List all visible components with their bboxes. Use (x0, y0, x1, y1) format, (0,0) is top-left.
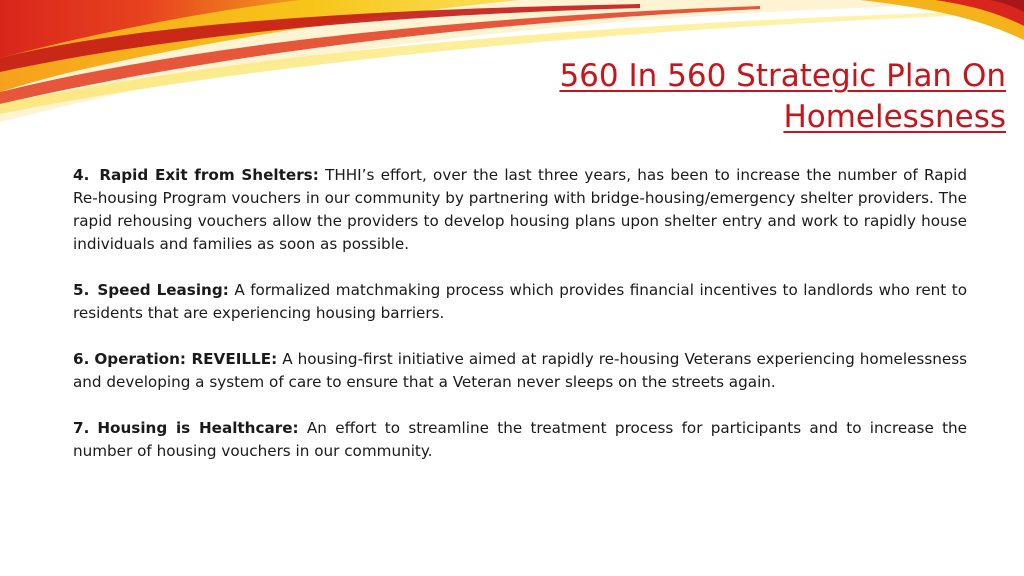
item-description: An effort to streamline the treatment process for participants and to increase the number of housing vouchers in our community. (73, 419, 967, 460)
item-description: THHI’s effort, over the last three years, has been to increase the number of Rapid Re-housing Program vouchers in our community by partnering with bridge-housing/emergency shelter providers. The rapid rehousing vouchers allow the providers to develop housing plans upon shelter entry and work to rapidly house individuals and families as soon as possible. (73, 166, 968, 253)
plan-item-5 (73, 279, 967, 325)
item-heading: Speed Leasing: (97, 281, 229, 299)
item-number: 7. (73, 419, 90, 437)
item-number: 4. (73, 166, 90, 184)
plan-item-7 (73, 417, 967, 463)
item-heading: Housing is Healthcare: (97, 419, 299, 437)
item-heading: Rapid Exit from Shelters: (99, 166, 319, 184)
plan-item-6 (73, 348, 967, 394)
slide-title: 560 In 560 Strategic Plan On Homelessness (559, 58, 1006, 135)
item-number: 6. (73, 350, 90, 368)
plan-item-4 (73, 164, 967, 256)
item-heading: Operation: REVEILLE: (94, 350, 278, 368)
item-description: A housing-first initiative aimed at rapidly re-housing Veterans experiencing homelessness and developing a system of care to ensure that a Veteran never sleeps on the streets again. (73, 350, 968, 391)
plan-items-list (73, 164, 967, 463)
item-description: A formalized matchmaking process which provides financial incentives to landlords who rent to residents that are experiencing housing barriers. (73, 281, 967, 322)
item-number: 5. (73, 281, 90, 299)
